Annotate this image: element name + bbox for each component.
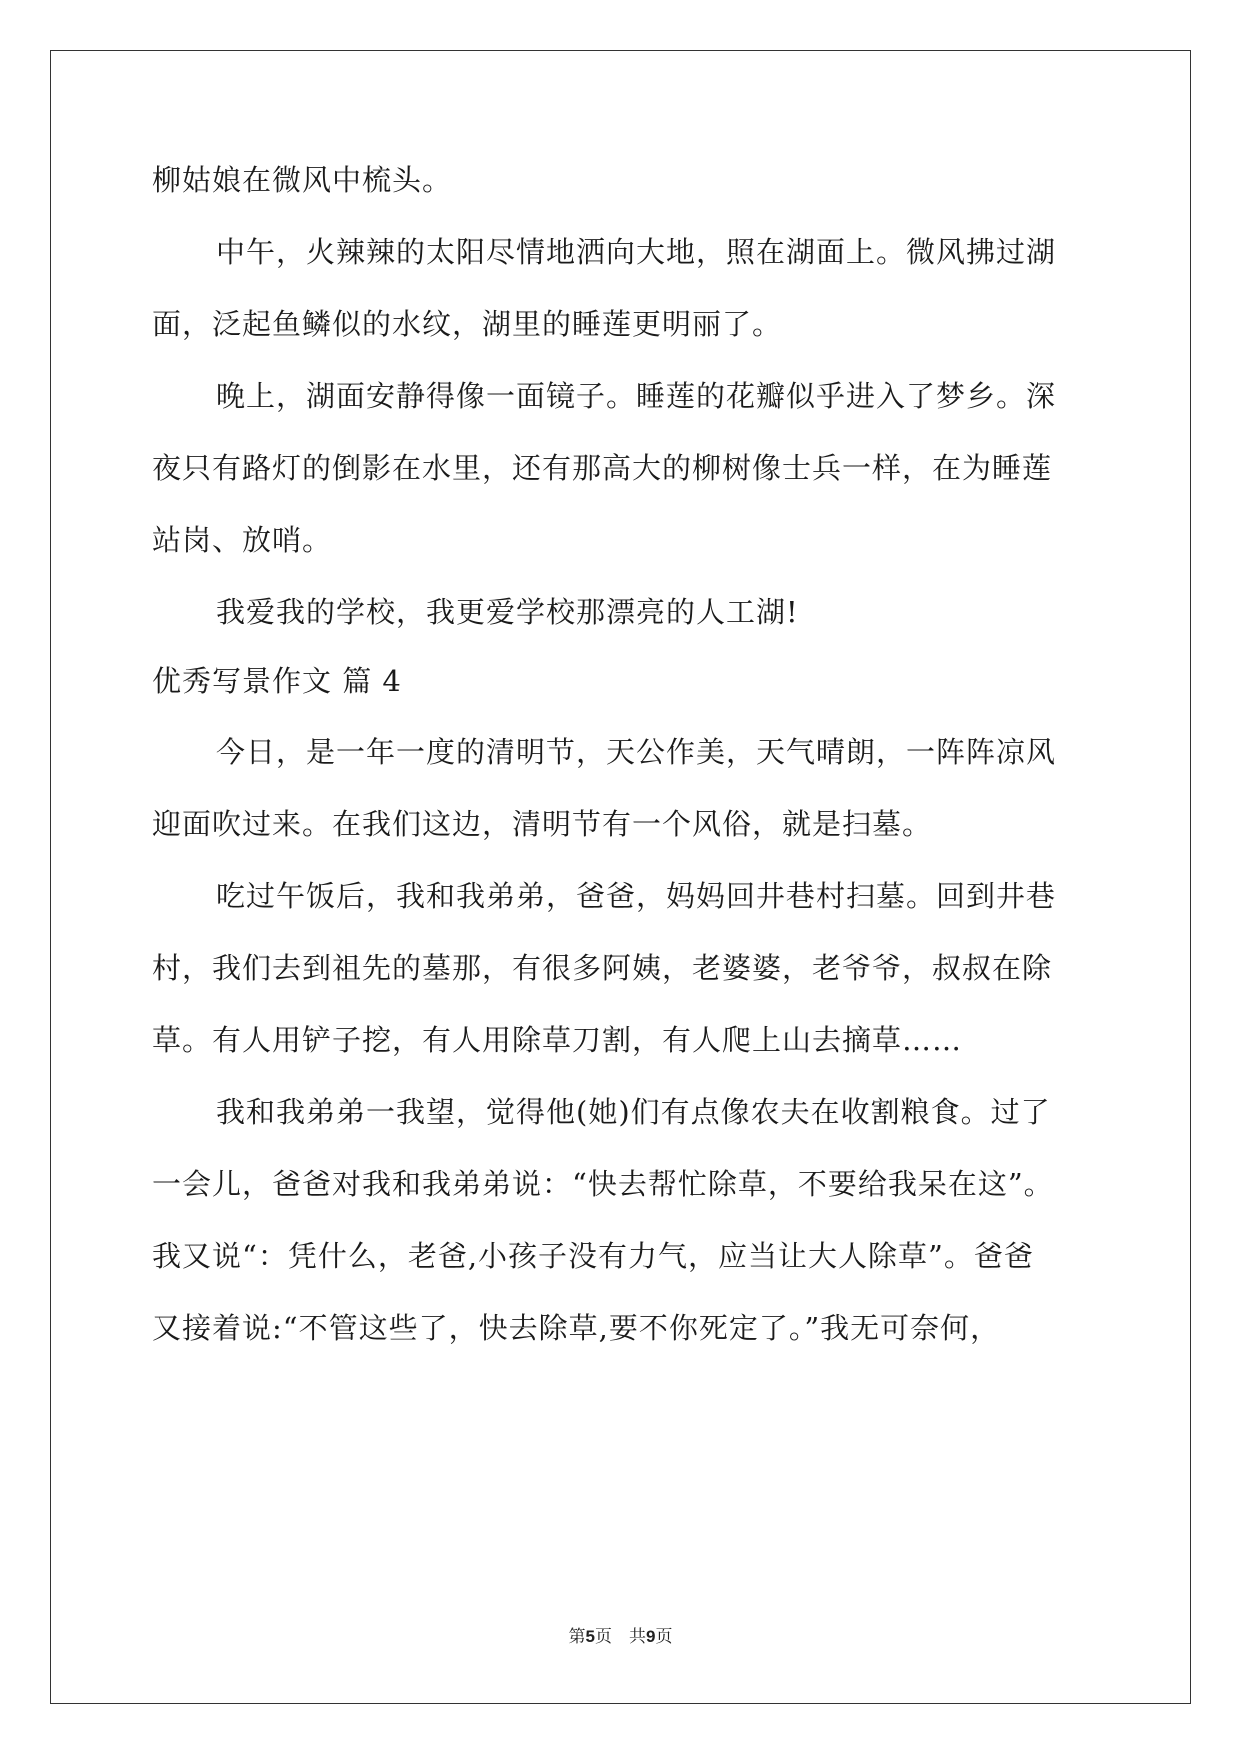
paragraph-line: 中午，火辣辣的太阳尽情地洒向大地，照在湖面上。微风拂过湖 bbox=[216, 235, 1057, 269]
footer-suffix: 页 bbox=[655, 1627, 673, 1647]
paragraph-line: 我又说“：凭什么，老爸,小孩子没有力气，应当让大人除草”。爸爸 bbox=[152, 1239, 1034, 1273]
paragraph-line: 草。有人用铲子挖，有人用除草刀割，有人爬上山去摘草…… bbox=[152, 1023, 963, 1057]
current-page-number: 5 bbox=[585, 1627, 595, 1646]
paragraph-line: 晚上，湖面安静得像一面镜子。睡莲的花瓣似乎进入了梦乡。深 bbox=[216, 379, 1057, 413]
paragraph-line: 迎面吹过来。在我们这边，清明节有一个风俗，就是扫墓。 bbox=[152, 807, 933, 841]
paragraph-line: 夜只有路灯的倒影在水里，还有那高大的柳树像士兵一样，在为睡莲 bbox=[152, 451, 1053, 485]
paragraph-line: 面，泛起鱼鳞似的水纹，湖里的睡莲更明丽了。 bbox=[152, 307, 783, 341]
paragraph-line: 我爱我的学校，我更爱学校那漂亮的人工湖! bbox=[216, 595, 799, 629]
page-footer bbox=[0, 1622, 1241, 1647]
paragraph-line: 柳姑娘在微风中梳头。 bbox=[152, 163, 453, 197]
paragraph-line: 一会儿，爸爸对我和我弟弟说：“快去帮忙除草，不要给我呆在这”。 bbox=[152, 1167, 1054, 1201]
paragraph-line: 又接着说:“不管这些了，快去除草,要不你死定了。”我无可奈何， bbox=[152, 1311, 1001, 1345]
footer-prefix: 第 bbox=[568, 1627, 586, 1647]
paragraph-line: 我和我弟弟一我望，觉得他(她)们有点像农夫在收割粮食。过了 bbox=[216, 1095, 1051, 1129]
paragraph-line: 站岗、放哨。 bbox=[152, 523, 333, 557]
paragraph-line: 村，我们去到祖先的墓那，有很多阿姨，老婆婆，老爷爷，叔叔在除 bbox=[152, 951, 1053, 985]
paragraph-line: 吃过午饭后，我和我弟弟，爸爸，妈妈回井巷村扫墓。回到井巷 bbox=[216, 879, 1057, 913]
section-heading: 优秀写景作文 篇 4 bbox=[152, 664, 402, 698]
paragraph-line: 今日，是一年一度的清明节，天公作美，天气晴朗，一阵阵凉风 bbox=[216, 735, 1057, 769]
footer-middle: 页 共 bbox=[595, 1627, 646, 1647]
total-page-number: 9 bbox=[646, 1627, 656, 1646]
